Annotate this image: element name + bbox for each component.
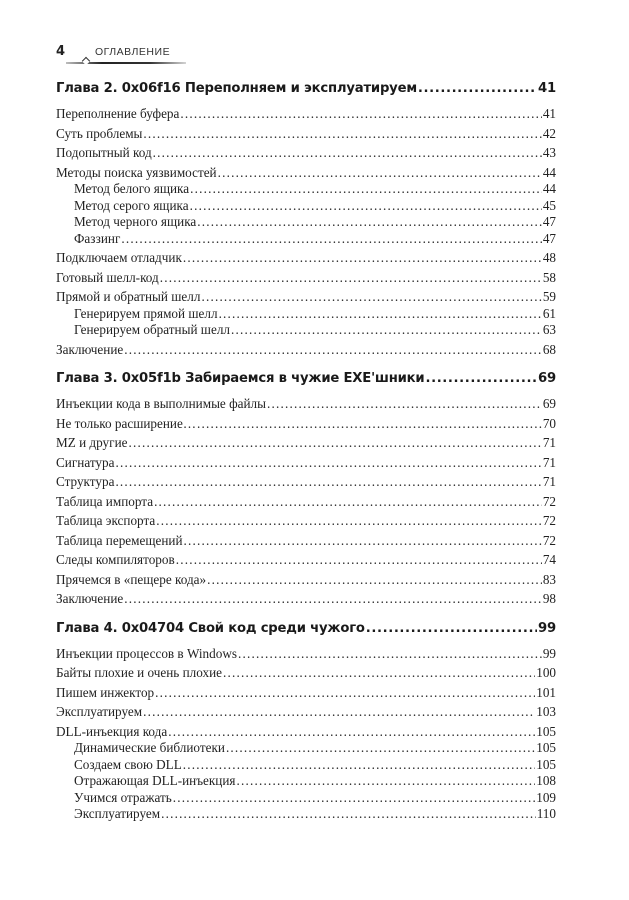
entry-title: Эксплуатируем: [74, 806, 161, 821]
dot-leader: [153, 145, 542, 162]
toc-entry[interactable]: [56, 145, 556, 162]
dot-leader: [124, 342, 542, 359]
dot-leader: [121, 231, 541, 248]
toc-subentry[interactable]: [56, 322, 556, 339]
entry-title: Таблица перемещений: [56, 532, 183, 548]
toc-entry[interactable]: [56, 513, 556, 530]
toc-entry[interactable]: [56, 474, 556, 491]
entry-page-number: 59: [542, 289, 556, 304]
toc-subentry[interactable]: [56, 181, 556, 198]
dot-leader: [218, 165, 542, 182]
toc-subentry[interactable]: [56, 306, 556, 323]
entry-title: Суть проблемы: [56, 125, 143, 141]
toc-entry[interactable]: [56, 494, 556, 511]
entry-title: Генерируем прямой шелл: [74, 305, 218, 321]
entry-title: MZ и другие: [56, 435, 128, 450]
entry-title: Инъекции процессов в Windows: [56, 645, 237, 661]
entry-title: Прямой и обратный шелл: [56, 289, 201, 304]
chapter-page-number: 69: [538, 371, 556, 386]
entry-title: Методы поиска уязвимостей: [56, 164, 217, 180]
entry-title: Готовый шелл-код: [56, 269, 159, 285]
entry-page-number: 41: [542, 106, 556, 121]
running-title: ОГЛАВЛЕНИЕ: [95, 46, 171, 58]
dot-leader: [154, 494, 542, 511]
entry-page-number: 72: [542, 493, 556, 509]
entry-title: Подопытный код: [56, 145, 152, 160]
toc-entry-list: [56, 106, 556, 358]
entry-title: Заключение: [56, 341, 124, 357]
entry-title: Учимся отражать: [74, 789, 172, 805]
dot-leader: [161, 806, 536, 823]
dot-leader: [128, 435, 541, 452]
page-header: [56, 44, 186, 66]
table-of-contents: [56, 78, 556, 833]
toc-entry[interactable]: [56, 704, 556, 721]
entry-page-number: 100: [536, 665, 556, 680]
dot-leader: [173, 790, 535, 807]
entry-title: Структура: [56, 474, 115, 489]
entry-page-number: 99: [542, 645, 556, 661]
entry-page-number: 68: [542, 341, 556, 357]
dot-leader: [155, 685, 535, 702]
entry-page-number: 103: [536, 704, 556, 719]
entry-title: Метод черного ящика: [74, 214, 197, 229]
dot-leader: [115, 455, 541, 472]
dot-leader: [168, 724, 535, 741]
entry-title: Генерируем обратный шелл: [74, 322, 230, 337]
toc-entry[interactable]: [56, 552, 556, 569]
entry-page-number: 72: [542, 513, 556, 528]
toc-entry[interactable]: [56, 533, 556, 550]
chapter-title: Глава 4. 0x04704 Свой код среди чужого: [56, 620, 365, 636]
chapter-block: [56, 368, 556, 608]
entry-page-number: 61: [542, 305, 556, 321]
dot-leader: [176, 552, 542, 569]
chapter-block: [56, 618, 556, 823]
entry-title: Следы компиляторов: [56, 552, 175, 567]
dot-leader: [124, 591, 542, 608]
toc-entry[interactable]: [56, 435, 556, 452]
entry-page-number: 42: [542, 125, 556, 141]
toc-entry[interactable]: [56, 165, 556, 182]
dot-leader: [143, 126, 541, 143]
entry-page-number: 74: [542, 552, 556, 567]
dot-leader: [238, 646, 542, 663]
entry-page-number: 105: [536, 723, 556, 739]
dot-leader: [425, 368, 537, 390]
entry-title: Переполнение буфера: [56, 106, 180, 121]
entry-page-number: 108: [536, 773, 556, 788]
entry-title: Метод белого ящика: [74, 181, 190, 196]
entry-page-number: 83: [542, 571, 556, 587]
entry-page-number: 45: [542, 197, 556, 213]
entry-title: Прячемся в «пещере кода»: [56, 571, 207, 587]
dot-leader: [418, 78, 537, 100]
page-number: 4: [56, 44, 66, 59]
entry-title: Фаззинг: [74, 230, 121, 246]
entry-title: DLL-инъекция кода: [56, 723, 168, 739]
toc-entry[interactable]: [56, 250, 556, 267]
dot-leader: [180, 106, 541, 123]
entry-page-number: 71: [542, 474, 556, 489]
entry-page-number: 47: [542, 214, 556, 229]
entry-page-number: 69: [542, 396, 556, 411]
dot-leader: [190, 198, 542, 215]
toc-entry[interactable]: [56, 646, 556, 663]
entry-page-number: 72: [542, 532, 556, 548]
toc-subentry[interactable]: [56, 773, 556, 790]
dot-leader: [226, 740, 535, 757]
dot-leader: [223, 665, 535, 682]
entry-page-number: 47: [542, 230, 556, 246]
entry-page-number: 63: [542, 322, 556, 337]
entry-title: Байты плохие и очень плохие: [56, 665, 222, 680]
toc-entry[interactable]: [56, 591, 556, 608]
dot-leader: [183, 250, 542, 267]
entry-page-number: 48: [542, 250, 556, 265]
toc-entry[interactable]: [56, 106, 556, 123]
entry-title: Инъекции кода в выполнимые файлы: [56, 396, 266, 411]
toc-entry[interactable]: [56, 126, 556, 143]
toc-subentry[interactable]: [56, 214, 556, 231]
toc-entry[interactable]: [56, 396, 556, 413]
dot-leader: [207, 572, 542, 589]
dot-leader: [183, 757, 535, 774]
entry-page-number: 70: [542, 415, 556, 431]
entry-page-number: 105: [536, 740, 556, 755]
entry-page-number: 71: [542, 454, 556, 470]
chapter-heading[interactable]: [56, 618, 556, 640]
chapter-title: Глава 3. 0x05f1b Забираемся в чужие EXE'шники: [56, 371, 425, 386]
entry-title: Пишем инжектор: [56, 684, 155, 700]
dot-leader: [236, 773, 535, 790]
entry-title: Метод серого ящика: [74, 197, 189, 213]
dot-leader: [201, 289, 541, 306]
entry-title: Отражающая DLL-инъекция: [74, 773, 236, 788]
dot-leader: [156, 513, 542, 530]
dot-leader: [160, 270, 542, 287]
entry-title: Сигнатура: [56, 454, 115, 470]
toc-entry[interactable]: [56, 572, 556, 589]
dot-leader: [115, 474, 541, 491]
entry-title: Эксплуатируем: [56, 704, 143, 719]
dot-leader: [197, 416, 542, 433]
chapter-title: Глава 2. 0x06f16 Переполняем и эксплуатируем: [56, 81, 417, 96]
entry-title: Таблица экспорта: [56, 513, 156, 528]
entry-title: Заключение: [56, 591, 124, 606]
toc-subentry[interactable]: [56, 757, 556, 774]
toc-entry[interactable]: [56, 665, 556, 682]
toc-subentry[interactable]: [56, 790, 556, 807]
entry-page-number: 43: [542, 145, 556, 160]
dot-leader: [197, 214, 542, 231]
entry-title: Создаем свою DLL: [74, 756, 182, 772]
entry-page-number: 105: [536, 756, 556, 772]
dot-leader: [231, 322, 542, 339]
toc-entry[interactable]: [56, 342, 556, 359]
toc-entry[interactable]: [56, 270, 556, 287]
entry-title: Не только расширение…: [56, 415, 197, 431]
dot-leader: [267, 396, 542, 413]
toc-entry[interactable]: [56, 685, 556, 702]
dot-leader: [184, 533, 542, 550]
entry-page-number: 98: [542, 591, 556, 606]
toc-entry[interactable]: [56, 455, 556, 472]
toc-entry[interactable]: [56, 416, 556, 433]
entry-page-number: 71: [542, 435, 556, 450]
toc-entry-list: [56, 646, 556, 823]
toc-subentry[interactable]: [56, 198, 556, 215]
dot-leader: [143, 704, 535, 721]
chapter-heading[interactable]: [56, 368, 556, 390]
entry-page-number: 44: [542, 181, 556, 196]
toc-entry[interactable]: [56, 724, 556, 741]
entry-page-number: 109: [536, 789, 556, 805]
entry-page-number: 110: [536, 806, 556, 821]
entry-title: Таблица импорта: [56, 493, 154, 509]
toc-subentry[interactable]: [56, 806, 556, 823]
toc-subentry[interactable]: [56, 231, 556, 248]
toc-entry-list: [56, 396, 556, 608]
entry-title: Динамические библиотеки: [74, 740, 225, 755]
dot-leader: [190, 181, 542, 198]
chapter-page-number: 41: [538, 81, 556, 96]
chapter-heading[interactable]: [56, 78, 556, 100]
entry-page-number: 58: [542, 269, 556, 285]
toc-subentry[interactable]: [56, 740, 556, 757]
chapter-block: [56, 78, 556, 358]
dot-leader: [366, 618, 537, 640]
entry-title: Подключаем отладчик: [56, 250, 182, 265]
chapter-page-number: 99: [538, 620, 556, 636]
dot-leader: [219, 306, 542, 323]
entry-page-number: 44: [542, 164, 556, 180]
entry-page-number: 101: [536, 684, 556, 700]
toc-entry[interactable]: [56, 289, 556, 306]
